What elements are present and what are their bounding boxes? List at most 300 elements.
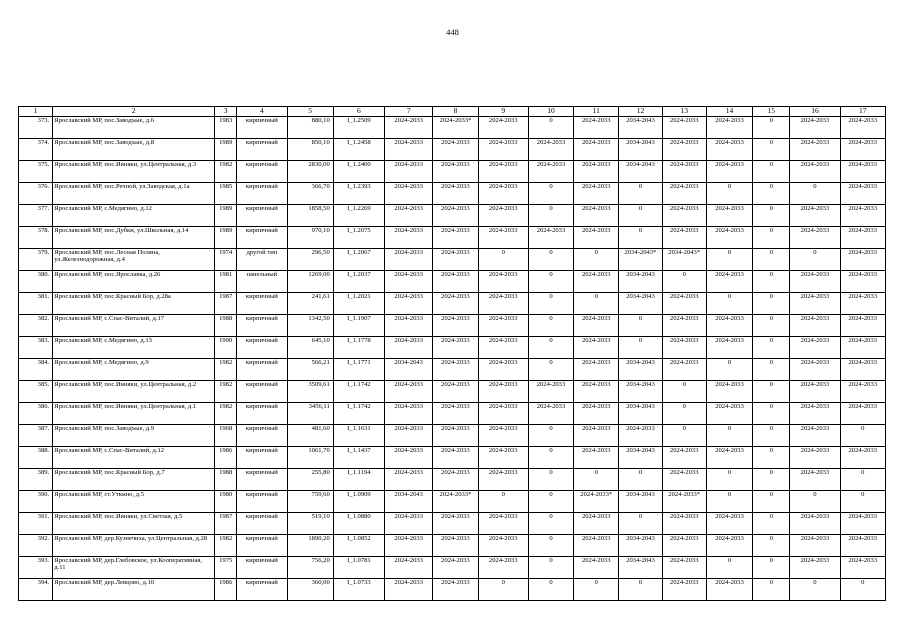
table-row	[19, 469, 886, 491]
column-header: 4	[237, 107, 287, 117]
table-cell: 0	[753, 557, 790, 579]
table-cell: 2024-2033	[662, 535, 706, 557]
table-cell: 2024-2033	[478, 535, 528, 557]
table-cell: кирпичный	[237, 469, 287, 491]
table-cell: 2024-2033	[619, 425, 662, 447]
table-cell: 2024-2033	[662, 315, 706, 337]
table-cell: 2024-2033	[478, 205, 528, 227]
table-cell: 2024-2033	[840, 293, 885, 315]
table-cell: 1890,20	[287, 535, 333, 557]
table-cell: 0	[706, 293, 752, 315]
table-cell: 2034-2043	[619, 359, 662, 381]
column-header: 7	[385, 107, 433, 117]
table-cell: 2024-2033	[433, 161, 478, 183]
table-cell: Ярославский МР, пос.Красный Бор, д.7	[53, 469, 215, 491]
table-cell: 2024-2033	[790, 227, 840, 249]
table-cell: 2034-2043*	[619, 249, 662, 271]
table-cell: 2024-2033	[385, 557, 433, 579]
table-cell: кирпичный	[237, 139, 287, 161]
table-row	[19, 183, 886, 205]
table-cell: 2024-2033	[662, 579, 706, 601]
table-cell: 2024-2033	[433, 359, 478, 381]
table-row	[19, 359, 886, 381]
table-cell: 850,10	[287, 139, 333, 161]
table-cell: 2024-2033	[790, 469, 840, 491]
table-cell: 0	[840, 579, 885, 601]
table-cell: 393.	[19, 557, 53, 579]
table-cell: 2024-2033*	[433, 491, 478, 513]
table-cell: кирпичный	[237, 491, 287, 513]
table-cell: 0	[619, 183, 662, 205]
table-cell: 2024-2033	[528, 139, 573, 161]
table-row	[19, 579, 886, 601]
table-cell: 0	[706, 249, 752, 271]
column-header: 6	[333, 107, 384, 117]
table-cell: I_1.2400	[333, 161, 384, 183]
table-cell: 381.	[19, 293, 53, 315]
table-cell: 241,61	[287, 293, 333, 315]
table-cell: I_1.2075	[333, 227, 384, 249]
table-cell: 0	[574, 249, 619, 271]
table-cell: 2024-2033	[574, 381, 619, 403]
table-cell: 2024-2033	[478, 469, 528, 491]
table-cell: 2024-2033	[840, 557, 885, 579]
table-row	[19, 117, 886, 139]
table-cell: 2024-2033	[706, 337, 752, 359]
table-cell: 2024-2033	[706, 513, 752, 535]
table-cell: 2034-2043	[619, 117, 662, 139]
table-cell: 0	[619, 337, 662, 359]
table-cell: 2024-2033	[478, 337, 528, 359]
table-cell: 1975	[215, 557, 237, 579]
table-cell: 385.	[19, 381, 53, 403]
table-row	[19, 205, 886, 227]
table-cell: 2024-2033	[528, 161, 573, 183]
table-cell: 1989	[215, 139, 237, 161]
table-cell: 0	[753, 205, 790, 227]
table-cell: 0	[753, 337, 790, 359]
table-cell: 0	[753, 315, 790, 337]
table-cell: 2024-2033	[574, 535, 619, 557]
table-cell: 0	[619, 227, 662, 249]
table-row	[19, 315, 886, 337]
table-cell: 2034-2043	[619, 271, 662, 293]
table-cell: 2024-2033	[706, 139, 752, 161]
table-cell: 2024-2033	[478, 161, 528, 183]
table-cell: 0	[662, 403, 706, 425]
table-cell: 373.	[19, 117, 53, 139]
table-cell: 2024-2033	[433, 381, 478, 403]
table-cell: 1989	[215, 227, 237, 249]
table-cell: 0	[528, 205, 573, 227]
table-cell: 2024-2033	[706, 161, 752, 183]
table-cell: 2024-2033	[790, 359, 840, 381]
column-header: 8	[433, 107, 478, 117]
table-cell: 2024-2033	[790, 447, 840, 469]
table-cell: I_1.0909	[333, 491, 384, 513]
table-cell: 2024-2033	[478, 447, 528, 469]
table-cell: 382.	[19, 315, 53, 337]
table-cell: 1987	[215, 293, 237, 315]
table-cell: 1981	[215, 271, 237, 293]
table-cell: I_1.1631	[333, 425, 384, 447]
table-cell: 2024-2033	[790, 403, 840, 425]
table-cell: 2024-2033	[385, 293, 433, 315]
table-cell: Ярославский МР, пос.Заводъые, д.9	[53, 425, 215, 447]
table-cell: 0	[619, 513, 662, 535]
table-cell: I_1.1194	[333, 469, 384, 491]
table-cell: 0	[753, 271, 790, 293]
table-cell: 380.	[19, 271, 53, 293]
table-cell: 0	[753, 139, 790, 161]
table-cell: 2024-2033	[662, 337, 706, 359]
table-cell: Ярославский МР, пос.Ивняки, ул.Центральная, д.2	[53, 381, 215, 403]
column-header: 12	[619, 107, 662, 117]
table-cell: 376.	[19, 183, 53, 205]
table-cell: 2024-2033*	[433, 117, 478, 139]
table-cell: I_1.1771	[333, 359, 384, 381]
column-header: 10	[528, 107, 573, 117]
table-body	[19, 117, 886, 601]
table-cell: 1982	[215, 381, 237, 403]
table-cell: 0	[528, 491, 573, 513]
table-cell: I_1.0733	[333, 579, 384, 601]
table-cell: 2024-2033	[790, 117, 840, 139]
table-cell: Ярославский МР, пос.Заводъые, д.8	[53, 139, 215, 161]
table-cell: 2034-2043*	[662, 249, 706, 271]
table-cell: 2024-2033	[662, 469, 706, 491]
table-cell: 2024-2033	[574, 557, 619, 579]
table-cell: 1980	[215, 491, 237, 513]
table-cell: 2024-2033	[662, 205, 706, 227]
table-cell: 2034-2043	[619, 161, 662, 183]
table-cell: 2024-2033	[385, 579, 433, 601]
table-cell: 2024-2033	[790, 205, 840, 227]
table-cell: I_1.1437	[333, 447, 384, 469]
table-row	[19, 447, 886, 469]
table-cell: 2024-2033	[478, 117, 528, 139]
table-cell: 1987	[215, 513, 237, 535]
table-cell: 2024-2033	[574, 359, 619, 381]
table-cell: 2024-2033	[385, 249, 433, 271]
table-cell: 0	[528, 337, 573, 359]
table-cell: 2034-2043	[385, 359, 433, 381]
table-cell: 2024-2033	[574, 139, 619, 161]
table-cell: 0	[528, 183, 573, 205]
table-cell: 0	[790, 249, 840, 271]
table-cell: 0	[753, 293, 790, 315]
table-cell: 0	[528, 293, 573, 315]
table-cell: 2024-2033	[790, 293, 840, 315]
table-cell: 384.	[19, 359, 53, 381]
table-cell: I_1.2037	[333, 271, 384, 293]
table-row	[19, 139, 886, 161]
table-cell: 0	[574, 579, 619, 601]
table-cell: Ярославский МР, дер.Глебовское, ул.Кооперативная, д.11	[53, 557, 215, 579]
column-header: 15	[753, 107, 790, 117]
table-cell: 392.	[19, 535, 53, 557]
table-cell: 2024-2033	[790, 557, 840, 579]
table-cell: 2024-2033	[706, 117, 752, 139]
table-cell: 2024-2033	[574, 315, 619, 337]
table-cell: 2024-2033	[706, 403, 752, 425]
table-row	[19, 161, 886, 183]
table-cell: 2024-2033	[706, 447, 752, 469]
table-cell: Ярославский МР, пос.Красный Бор, д.28а	[53, 293, 215, 315]
table-cell: 2024-2033	[433, 579, 478, 601]
table-cell: 0	[753, 469, 790, 491]
table-cell: 2024-2033	[662, 513, 706, 535]
table-cell: 2024-2033	[840, 403, 885, 425]
table-cell: 2024-2033	[478, 381, 528, 403]
table-cell: 2024-2033	[385, 403, 433, 425]
table-cell: Ярославский МР, с.Медягино, д.12	[53, 205, 215, 227]
table-cell: 0	[753, 535, 790, 557]
table-cell: 2034-2043	[385, 491, 433, 513]
table-cell: Ярославский МР, с.Медягино, д.9	[53, 359, 215, 381]
table-cell: 0	[528, 447, 573, 469]
table-cell: 2034-2043	[619, 139, 662, 161]
table-cell: 1342,50	[287, 315, 333, 337]
table-cell: 2024-2033	[385, 139, 433, 161]
table-cell: 2024-2033	[478, 271, 528, 293]
table-cell: кирпичный	[237, 359, 287, 381]
table-row	[19, 491, 886, 513]
table-cell: 0	[753, 183, 790, 205]
table-cell: 2024-2033	[433, 183, 478, 205]
table-cell: 0	[528, 579, 573, 601]
table-cell: 2024-2033	[433, 139, 478, 161]
table-cell: 0	[840, 469, 885, 491]
table-cell: 2024-2033	[385, 425, 433, 447]
table-cell: I_1.1907	[333, 315, 384, 337]
table-cell: 2024-2033	[706, 535, 752, 557]
table-cell: 2024-2033	[385, 513, 433, 535]
table-cell: кирпичный	[237, 293, 287, 315]
table-cell: I_1.0880	[333, 513, 384, 535]
table-cell: 2024-2033	[574, 205, 619, 227]
table-cell: 2024-2033	[385, 469, 433, 491]
table-cell: 2024-2033	[433, 403, 478, 425]
table-cell: 0	[528, 359, 573, 381]
table-cell: Ярославский МР, с.Медягино, д.13	[53, 337, 215, 359]
table-cell: 1982	[215, 359, 237, 381]
table-cell: 0	[790, 183, 840, 205]
table-cell: 2830,00	[287, 161, 333, 183]
table-cell: 2024-2033	[706, 227, 752, 249]
table-cell: 0	[528, 271, 573, 293]
table-cell: 2024-2033	[840, 139, 885, 161]
table-row	[19, 249, 886, 271]
table-cell: 2024-2033	[840, 359, 885, 381]
table-cell: кирпичный	[237, 381, 287, 403]
table-cell: 2034-2043	[619, 491, 662, 513]
table-cell: 2024-2033	[706, 315, 752, 337]
table-cell: кирпичный	[237, 579, 287, 601]
table-cell: Ярославский МР, с.Спас-Виталий, д.12	[53, 447, 215, 469]
table-cell: 2024-2033	[528, 381, 573, 403]
column-header: 14	[706, 107, 752, 117]
table-cell: 383.	[19, 337, 53, 359]
table-cell: I_1.1778	[333, 337, 384, 359]
table-cell: 0	[528, 513, 573, 535]
table-cell: 519,10	[287, 513, 333, 535]
table-cell: 2024-2033	[840, 271, 885, 293]
table-cell: 2024-2033	[478, 513, 528, 535]
table-row	[19, 337, 886, 359]
table-cell: 2024-2033	[478, 425, 528, 447]
table-cell: 2024-2033	[790, 513, 840, 535]
table-cell: Ярославский МР, пос.Ивняки, ул.Светлая, д.5	[53, 513, 215, 535]
table-cell: 2024-2033	[662, 139, 706, 161]
table-cell: 2024-2033	[385, 271, 433, 293]
table-cell: 0	[478, 249, 528, 271]
table-cell: 1986	[215, 447, 237, 469]
table-cell: 1988	[215, 469, 237, 491]
table-cell: 0	[528, 249, 573, 271]
table-cell: 2024-2033	[385, 447, 433, 469]
table-cell: 2034-2043	[619, 557, 662, 579]
table-cell: кирпичный	[237, 535, 287, 557]
table-cell: Ярославский МР, пос.Речной, ул.Заводская, д.1а	[53, 183, 215, 205]
table-cell: I_1.1742	[333, 403, 384, 425]
table-cell: другой тип	[237, 249, 287, 271]
table-cell: Ярославский МР, пос.Лесная Поляна, ул.Железнодорожная, д.4	[53, 249, 215, 271]
table-cell: 2024-2033	[662, 293, 706, 315]
table-cell: 2024-2033	[478, 403, 528, 425]
table-cell: 386.	[19, 403, 53, 425]
table-cell: 2024-2033	[840, 161, 885, 183]
table-cell: 2024-2033	[840, 447, 885, 469]
table-cell: 2024-2033	[840, 315, 885, 337]
column-header: 3	[215, 107, 237, 117]
table-cell: 2024-2033	[385, 205, 433, 227]
table-cell: 2024-2033	[433, 513, 478, 535]
table-cell: 2024-2033	[433, 535, 478, 557]
table-cell: 2024-2033	[574, 117, 619, 139]
table-cell: I_1.2269	[333, 205, 384, 227]
table-cell: 0	[574, 293, 619, 315]
table-cell: 566,21	[287, 359, 333, 381]
table-cell: 2034-2043	[619, 403, 662, 425]
table-cell: 2024-2033	[706, 579, 752, 601]
table-cell: 2024-2033*	[662, 491, 706, 513]
table-cell: 0	[662, 271, 706, 293]
table-cell: 2024-2033	[840, 381, 885, 403]
table-cell: 0	[753, 447, 790, 469]
column-header: 1	[19, 107, 53, 117]
table-cell: 0	[574, 469, 619, 491]
table-cell: кирпичный	[237, 513, 287, 535]
table-cell: кирпичный	[237, 227, 287, 249]
table-cell: 0	[840, 425, 885, 447]
table-row	[19, 535, 886, 557]
table-cell: 2024-2033	[662, 183, 706, 205]
table-cell: Ярославский МР, ст.Уткино, д.5	[53, 491, 215, 513]
table-cell: 2024-2033	[385, 161, 433, 183]
table-cell: 0	[528, 557, 573, 579]
table-cell: 2024-2033	[790, 535, 840, 557]
table-cell: 2034-2043	[619, 447, 662, 469]
table-cell: I_1.2021	[333, 293, 384, 315]
table-cell: 1269,00	[287, 271, 333, 293]
table-cell: панельный	[237, 271, 287, 293]
table-cell: 0	[706, 469, 752, 491]
table-cell: 389.	[19, 469, 53, 491]
table-cell: 1985	[215, 183, 237, 205]
table-cell: Ярославский МР, пос.Ивняки, ул.Центральная, д.3	[53, 161, 215, 183]
table-cell: 0	[753, 425, 790, 447]
table-cell: 2024-2033	[790, 161, 840, 183]
table-cell: 2024-2033	[574, 227, 619, 249]
table-cell: 1858,50	[287, 205, 333, 227]
table-cell: 378.	[19, 227, 53, 249]
table-cell: 0	[753, 403, 790, 425]
table-cell: 0	[790, 579, 840, 601]
table-cell: 2024-2033	[478, 557, 528, 579]
table-cell: 2024-2033	[574, 403, 619, 425]
table-cell: I_1.2509	[333, 117, 384, 139]
table-cell: 2024-2033	[574, 337, 619, 359]
table-cell: 1983	[215, 117, 237, 139]
table-cell: 1968	[215, 425, 237, 447]
table-cell: 2024-2033	[433, 557, 478, 579]
table-cell: Ярославский МР, с.Спас-Виталий, д.17	[53, 315, 215, 337]
table-cell: Ярославский МР, дер.Левцово, д.10	[53, 579, 215, 601]
table-cell: 366,70	[287, 183, 333, 205]
table-cell: 2024-2033	[706, 271, 752, 293]
table-cell: 394.	[19, 579, 53, 601]
column-header: 13	[662, 107, 706, 117]
table-cell: 2024-2033	[528, 403, 573, 425]
table-cell: 0	[753, 161, 790, 183]
table-cell: 2024-2033	[706, 205, 752, 227]
table-cell: 0	[662, 381, 706, 403]
table-cell: 2024-2033	[528, 227, 573, 249]
column-header: 16	[790, 107, 840, 117]
table-cell: 0	[528, 315, 573, 337]
table-cell: 2034-2043	[619, 535, 662, 557]
table-cell: 3456,11	[287, 403, 333, 425]
table-cell: 2024-2033	[478, 359, 528, 381]
table-cell: 2024-2033	[574, 271, 619, 293]
table-cell: 2024-2033	[433, 469, 478, 491]
table-cell: 2024-2033	[433, 447, 478, 469]
table-cell: 2024-2033	[790, 315, 840, 337]
table-cell: 2024-2033	[385, 381, 433, 403]
table-cell: Ярославский МР, пос.Ярославка, д.26	[53, 271, 215, 293]
table-cell: 2024-2033	[385, 315, 433, 337]
table-cell: 2024-2033	[385, 227, 433, 249]
table-cell: 1982	[215, 535, 237, 557]
table-cell: 1982	[215, 403, 237, 425]
table-cell: 0	[753, 491, 790, 513]
table-cell: 0	[528, 117, 573, 139]
table-cell: 374.	[19, 139, 53, 161]
table-cell: 0	[619, 315, 662, 337]
table-cell: 0	[753, 359, 790, 381]
table-cell: 759,60	[287, 491, 333, 513]
table-cell: 2024-2033	[790, 381, 840, 403]
table-cell: 2024-2033	[433, 315, 478, 337]
table-cell: 2024-2033	[840, 249, 885, 271]
table-cell: 1986	[215, 579, 237, 601]
table-cell: кирпичный	[237, 315, 287, 337]
column-header: 9	[478, 107, 528, 117]
table-cell: 756,20	[287, 557, 333, 579]
table-cell: 1990	[215, 337, 237, 359]
table-cell: 2024-2033	[840, 337, 885, 359]
